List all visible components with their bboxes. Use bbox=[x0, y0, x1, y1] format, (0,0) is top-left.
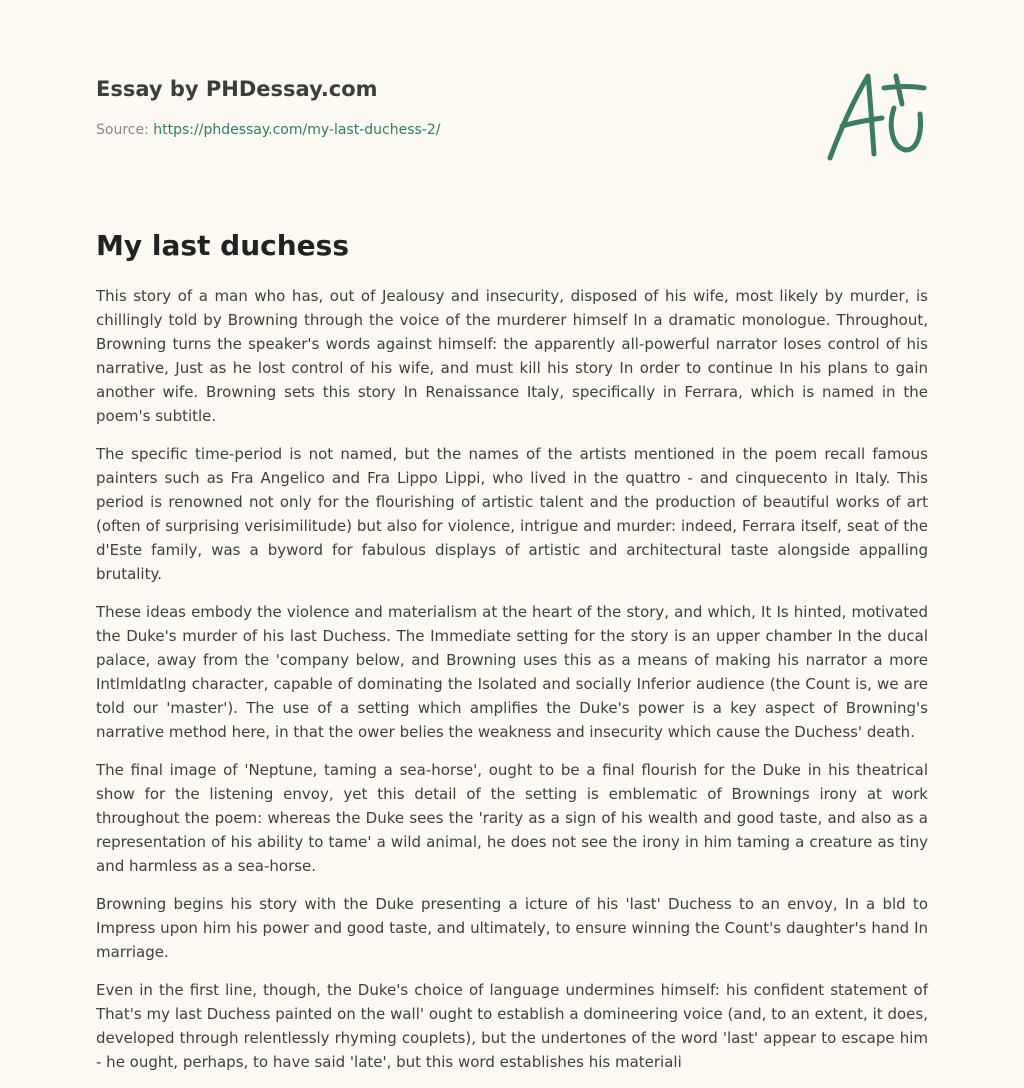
site-brand: Essay by PHDessay.com bbox=[96, 77, 378, 101]
essay-paragraph: These ideas embody the violence and materialism at the heart of the story, and which, It Is hinted, motivated the Duke's murder of his last Duchess. The Immediate setting for the story is an upper chamber In the ducal palace, away from the 'company below, and Browning uses this as a means of making his narrator a more Intlmldatlng character, capable of dominating the Isolated and socially Inferior audience (the Count is, we are told our 'master'). The use of a setting which amplifies the Duke's power is a key aspect of Browning's narrative method here, in that the ower belies the weakness and insecurity which cause the Duchess' death. bbox=[96, 603, 928, 741]
essay-paragraph: This story of a man who has, out of Jealousy and insecurity, disposed of his wife, most likely by murder, is chillingly told by Browning through the voice of the murderer himself In a dramatic monologue. Throughout, Browning turns the speaker's words against himself: the apparently all-powerful narrator loses control of his narrative, Just as he lost control of his wife, and must kill his story In order to continue In his plans to gain another wife. Browning sets this story In Renaissance Italy, specifically in Ferrara, which is named in the poem's subtitle. bbox=[96, 287, 928, 425]
essay-paragraph: The specific time-period is not named, but the names of the artists mentioned in the poem recall famous painters such as Fra Angelico and Fra Lippo Lippi, who lived in the quattro - and cinquecento in Italy. This period is renowned not only for the flourishing of artistic talent and the production of beautiful works of art (often of surprising verisimilitude) but also for violence, intrigue and murder: indeed, Ferrara itself, seat of the d'Este family, was a byword for fabulous displays of artistic and architectural taste alongside appalling brutality. bbox=[96, 445, 928, 583]
essay-paragraph: Even in the first line, though, the Duke's choice of language undermines himself: his confident statement of That's my last Duchess painted on the wall' ought to establish a domineering voice (and, to an extent, it does, developed through relentlessly rhyming couplets), but the undertones of the word 'last' appear to escape him - he ought, perhaps, to have said 'late', but this word establishes his materiali bbox=[96, 981, 928, 1071]
essay-paragraph: Browning begins his story with the Duke presenting a icture of his 'last' Duchess to an envoy, In a bld to Impress upon him his power and good taste, and ultimately, to ensure winning the Count's daughter's hand In marriage. bbox=[96, 895, 928, 961]
a-plus-grade-logo-icon bbox=[822, 66, 932, 166]
source-line bbox=[96, 122, 928, 138]
source-link[interactable]: https://phdessay.com/my-last-duchess-2/ bbox=[153, 122, 441, 138]
source-label: Source: bbox=[96, 122, 154, 138]
essay-paragraph: The final image of 'Neptune, taming a sea-horse', ought to be a final flourish for the Duke in his theatrical show for the listening envoy, yet this detail of the setting is emblematic of Brownings irony at work throughout the poem: whereas the Duke sees the 'rarity as a sign of his wealth and good taste, and also as a representation of his ability to tame' a wild animal, he does not see the irony in him taming a creature as tiny and harmless as a sea-horse. bbox=[96, 761, 928, 875]
essay-title: My last duchess bbox=[96, 229, 349, 262]
essay-body bbox=[96, 284, 928, 1088]
page-header bbox=[96, 74, 928, 138]
